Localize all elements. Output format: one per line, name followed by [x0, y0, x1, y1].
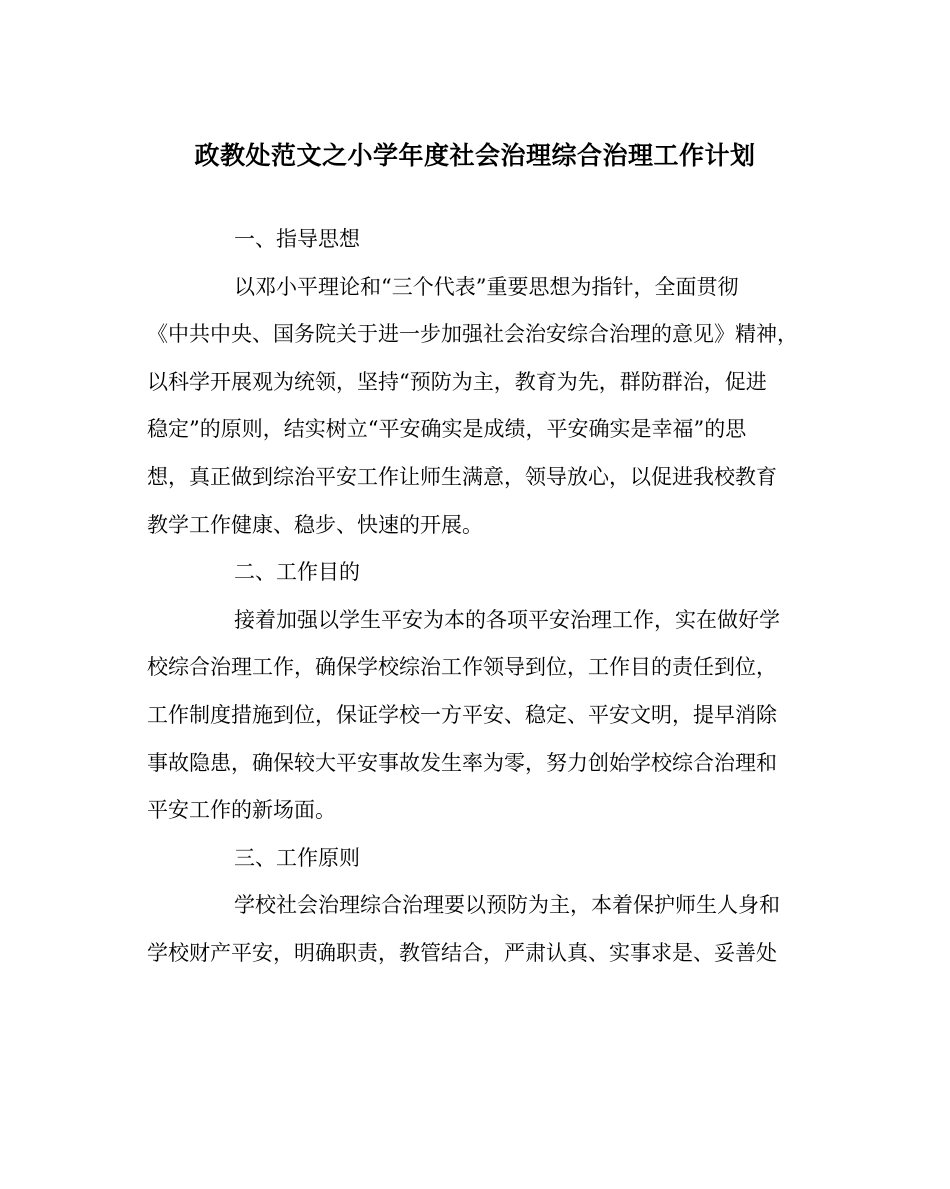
- paragraph-line: 稳定”的原则，结实树立“平安确实是成绩，平安确实是幸福”的思: [147, 417, 747, 442]
- paragraph-line: 学校社会治理综合治理要以预防为主，本着保护师生人身和: [234, 893, 780, 918]
- paragraph-line: 平安工作的新场面。: [147, 798, 336, 823]
- section-heading-work-goal: 二、工作目的: [234, 560, 360, 585]
- paragraph-line: 学校财产平安，明确职责，教管结合，严肃认真、实事求是、妥善处: [147, 940, 777, 965]
- paragraph-line: 接着加强以学生平安为本的各项平安治理工作，实在做好学: [234, 607, 780, 632]
- paragraph-line: 以科学开展观为统领，坚持“预防为主，教育为先，群防群治，促进: [147, 369, 767, 394]
- paragraph-line: 教学工作健康、稳步、快速的开展。: [147, 512, 483, 537]
- paragraph-line: 校综合治理工作，确保学校综治工作领导到位，工作目的责任到位，: [147, 655, 777, 680]
- document-title: 政教处范文之小学年度社会治理综合治理工作计划: [194, 141, 756, 170]
- paragraph-line: 事故隐患，确保较大平安事故发生率为零，努力创始学校综合治理和: [147, 750, 777, 775]
- document-body: [147, 216, 807, 978]
- paragraph-line: 工作制度措施到位，保证学校一方平安、稳定、平安文明，提早消除: [147, 702, 777, 727]
- paragraph-line: 以邓小平理论和“三个代表”重要思想为指针，全面贯彻: [234, 274, 739, 299]
- paragraph-line: 《中共中央、国务院关于进一步加强社会治安综合治理的意见》精神，: [147, 322, 798, 347]
- section-heading-guiding-ideology: 一、指导思想: [234, 227, 360, 251]
- paragraph-line: 想，真正做到综治平安工作让师生满意，领导放心，以促进我校教育: [147, 464, 777, 489]
- section-heading-work-principle: 三、工作原则: [234, 845, 360, 870]
